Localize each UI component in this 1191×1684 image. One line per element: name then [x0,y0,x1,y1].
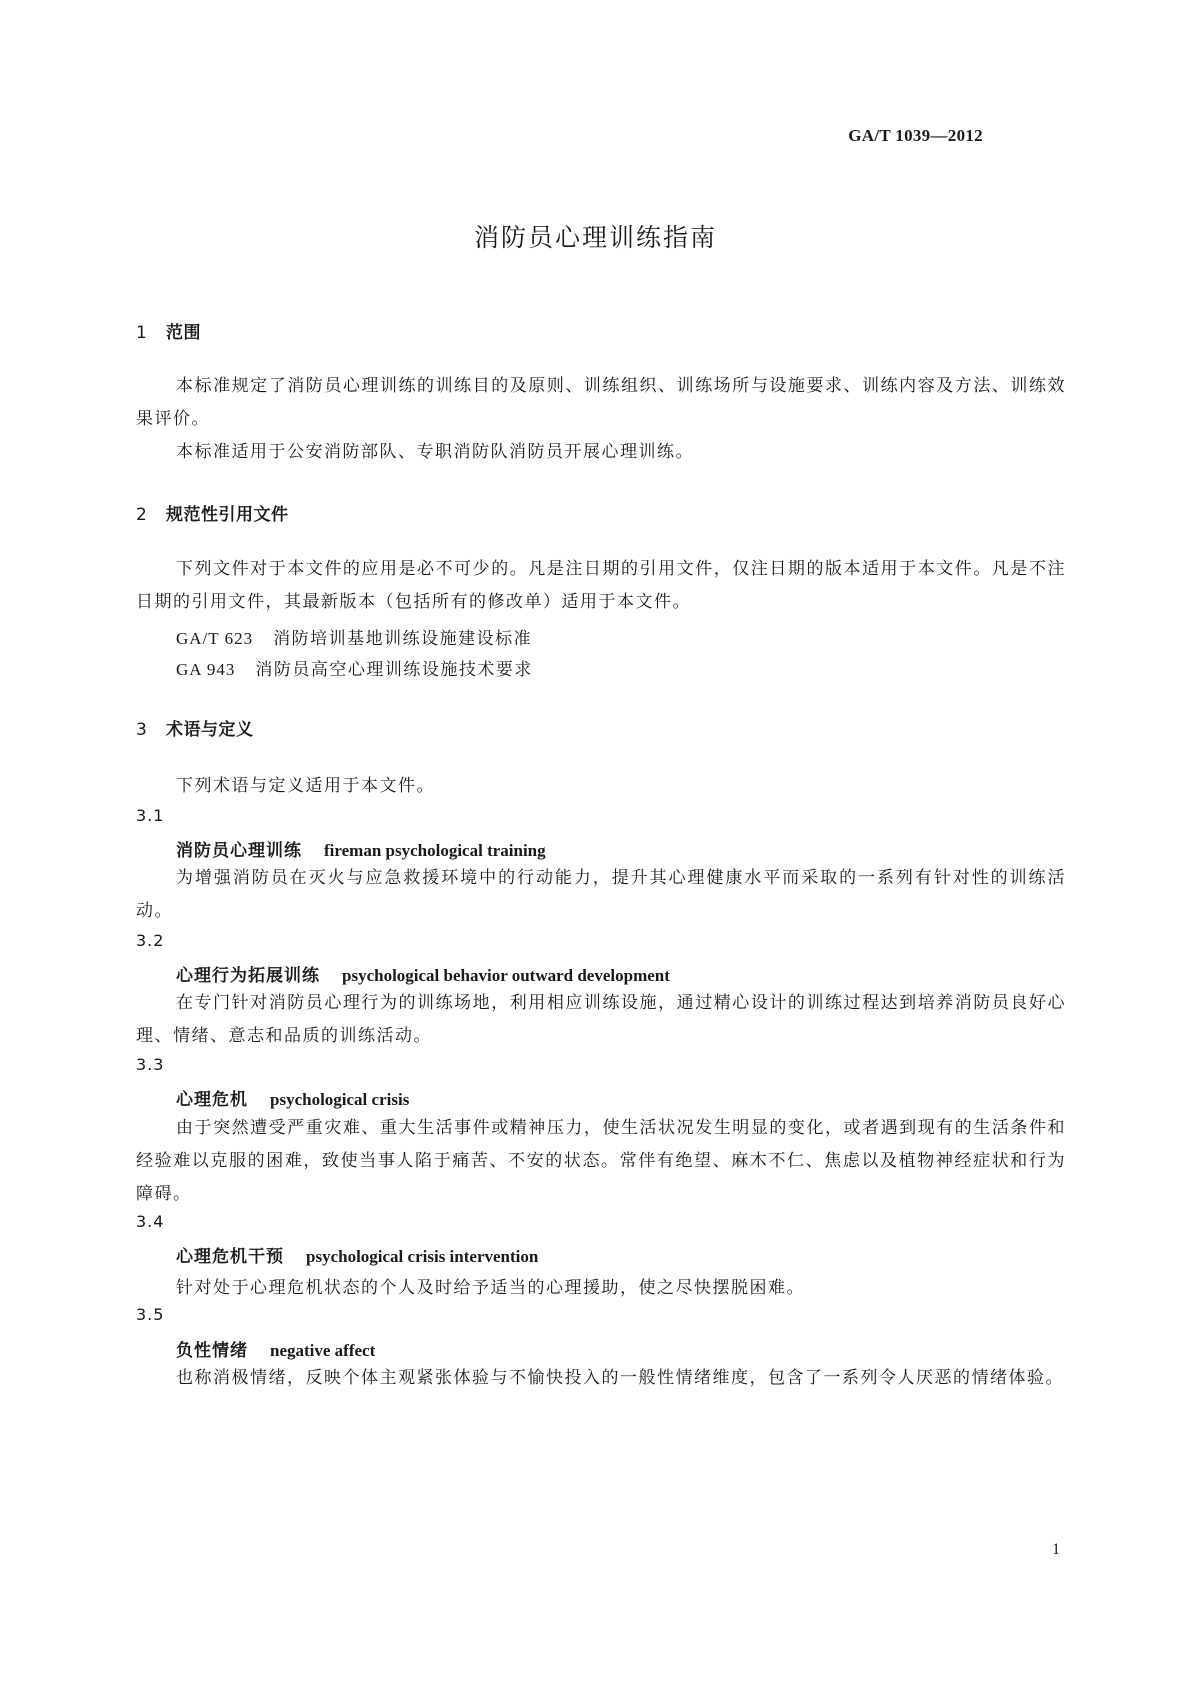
term-number: 3.2 [136,931,165,950]
term-heading [176,961,670,986]
scope-paragraph: 本标准规定了消防员心理训练的训练目的及原则、训练组织、训练场所与设施要求、训练内容及方法、训练效果评价。 [136,376,1066,429]
reference-title: 消防培训基地训练设施建设标准 [273,629,533,649]
term-definition: 也称消极情绪，反映个体主观紧张体验与不愉快投入的一般性情绪维度，包含了一系列令人厌恶的情绪体验。 [176,1368,1064,1388]
term-en: psychological crisis [270,1090,410,1109]
section-title: 范围 [166,323,201,343]
term-zh: 心理危机 [176,1090,248,1110]
term-en: psychological crisis intervention [306,1247,539,1266]
section-number: 3 [136,720,148,740]
section-number: 1 [136,323,148,343]
term-number: 3.5 [136,1305,165,1324]
section-title: 规范性引用文件 [166,505,289,525]
section-heading-terms-definitions [136,715,254,740]
term-zh: 消防员心理训练 [176,841,302,861]
term-zh: 负性情绪 [176,1341,248,1361]
term-definition: 由于突然遭受严重灾难、重大生活事件或精神压力，使生活状况发生明显的变化，或者遇到现有的生活条件和经验难以克服的困难，致使当事人陷于痛苦、不安的状态。常伴有绝望、麻木不仁、焦虑以及植物神经症状和行为障碍。 [136,1118,1066,1204]
term-en: psychological behavior outward development [342,966,670,985]
scope-paragraph: 本标准适用于公安消防部队、专职消防队消防员开展心理训练。 [176,442,694,462]
term-number: 3.1 [136,806,165,825]
section-number: 2 [136,505,148,525]
reference-code: GA/T 623 [176,629,254,648]
term-heading [176,1242,538,1267]
reference-title: 消防员高空心理训练设施技术要求 [255,660,533,680]
term-en: fireman psychological training [324,841,546,860]
term-definition: 针对处于心理危机状态的个人及时给予适当的心理援助，使之尽快摆脱困难。 [176,1278,805,1298]
term-heading [176,1336,375,1361]
section-heading-scope [136,318,201,343]
page-number: 1 [1052,1541,1060,1558]
term-zh: 心理危机干预 [176,1247,284,1267]
references-intro: 下列文件对于本文件的应用是必不可少的。凡是注日期的引用文件，仅注日期的版本适用于本文件。凡是不注日期的引用文件，其最新版本（包括所有的修改单）适用于本文件。 [136,559,1066,612]
term-en: negative affect [270,1341,376,1360]
term-heading [176,1085,409,1110]
term-zh: 心理行为拓展训练 [176,966,320,986]
term-number: 3.4 [136,1212,165,1231]
terms-intro: 下列术语与定义适用于本文件。 [176,776,435,796]
reference-item [176,624,532,649]
standard-code: GA/T 1039—2012 [848,126,983,145]
document-title: 消防员心理训练指南 [473,223,717,252]
term-definition: 为增强消防员在灭火与应急救援环境中的行动能力，提升其心理健康水平而采取的一系列有针对性的训练活动。 [136,868,1066,921]
term-heading [176,836,546,861]
reference-code: GA 943 [176,660,236,679]
section-heading-normative-references [136,500,289,525]
term-number: 3.3 [136,1055,165,1074]
reference-item [176,655,533,680]
term-definition: 在专门针对消防员心理行为的训练场地，利用相应训练设施，通过精心设计的训练过程达到培养消防员良好心理、情绪、意志和品质的训练活动。 [136,993,1066,1046]
section-title: 术语与定义 [166,720,254,740]
